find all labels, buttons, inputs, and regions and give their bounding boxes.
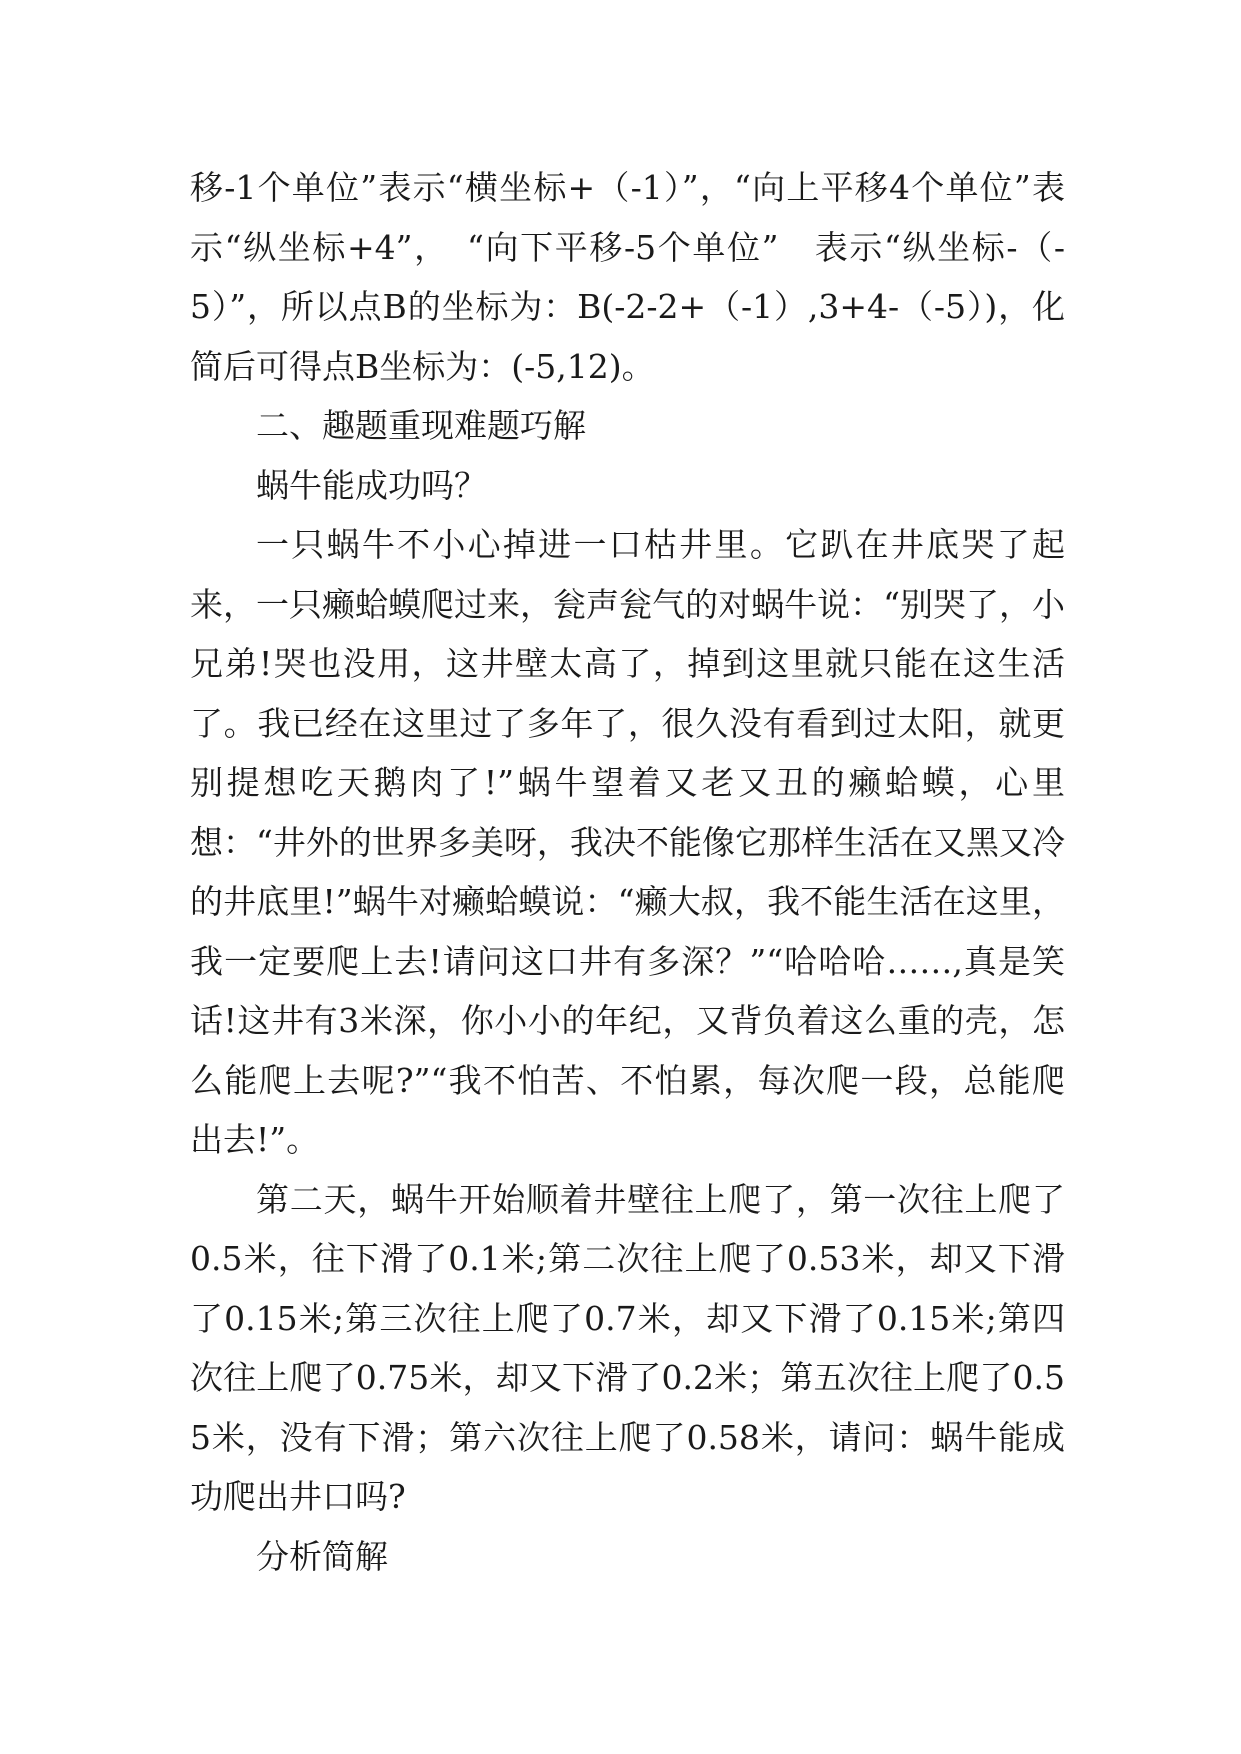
- paragraph-coordinate-explanation: 移-1个单位”表示“横坐标+（-1）”，“向上平移4个单位”表示“纵坐标+4”， “向下平移-5个单位” 表示“纵坐标-（-5）”，所以点B的坐标为：B(-2-2+（-1）,3+4-（-5）)，化简后可得点B坐标为：(-5,12)。: [190, 168, 1065, 386]
- document-body: [190, 158, 1065, 1586]
- paragraph-problem: 第二天，蜗牛开始顺着井壁往上爬了，第一次往上爬了0.5米，往下滑了0.1米;第二次往上爬了0.53米，却又下滑了0.15米;第三次往上爬了0.7米，却又下滑了0.15米;第四次往上爬了0.75米，却又下滑了0.2米；第五次往上爬了0.55米，没有下滑；第六次往上爬了0.58米，请问：蜗牛能成功爬出井口吗?: [190, 1179, 1065, 1516]
- problem-title: 蜗牛能成功吗？: [256, 465, 487, 505]
- analysis-heading: 分析简解: [256, 1536, 388, 1576]
- paragraph-story: 一只蜗牛不小心掉进一口枯井里。它趴在井底哭了起来，一只癞蛤蟆爬过来，瓮声瓮气的对蜗牛说：“别哭了，小兄弟!哭也没用，这井壁太高了，掉到这里就只能在这生活了。我已经在这里过了多年了，很久没有看到过太阳，就更别提想吃天鹅肉了!”蜗牛望着又老又丑的癞蛤蟆，心里想：“井外的世界多美呀，我决不能像它那样生活在又黑又冷的井底里!”蜗牛对癞蛤蟆说：“癞大叔，我不能生活在这里，我一定要爬上去!请问这口井有多深？”“哈哈哈……,真是笑话!这井有3米深，你小小的年纪，又背负着这么重的壳，怎么能爬上去呢?”“我不怕苦、不怕累，每次爬一段，总能爬出去!”。: [190, 525, 1065, 1159]
- section-heading: 二、趣题重现难题巧解: [256, 406, 586, 445]
